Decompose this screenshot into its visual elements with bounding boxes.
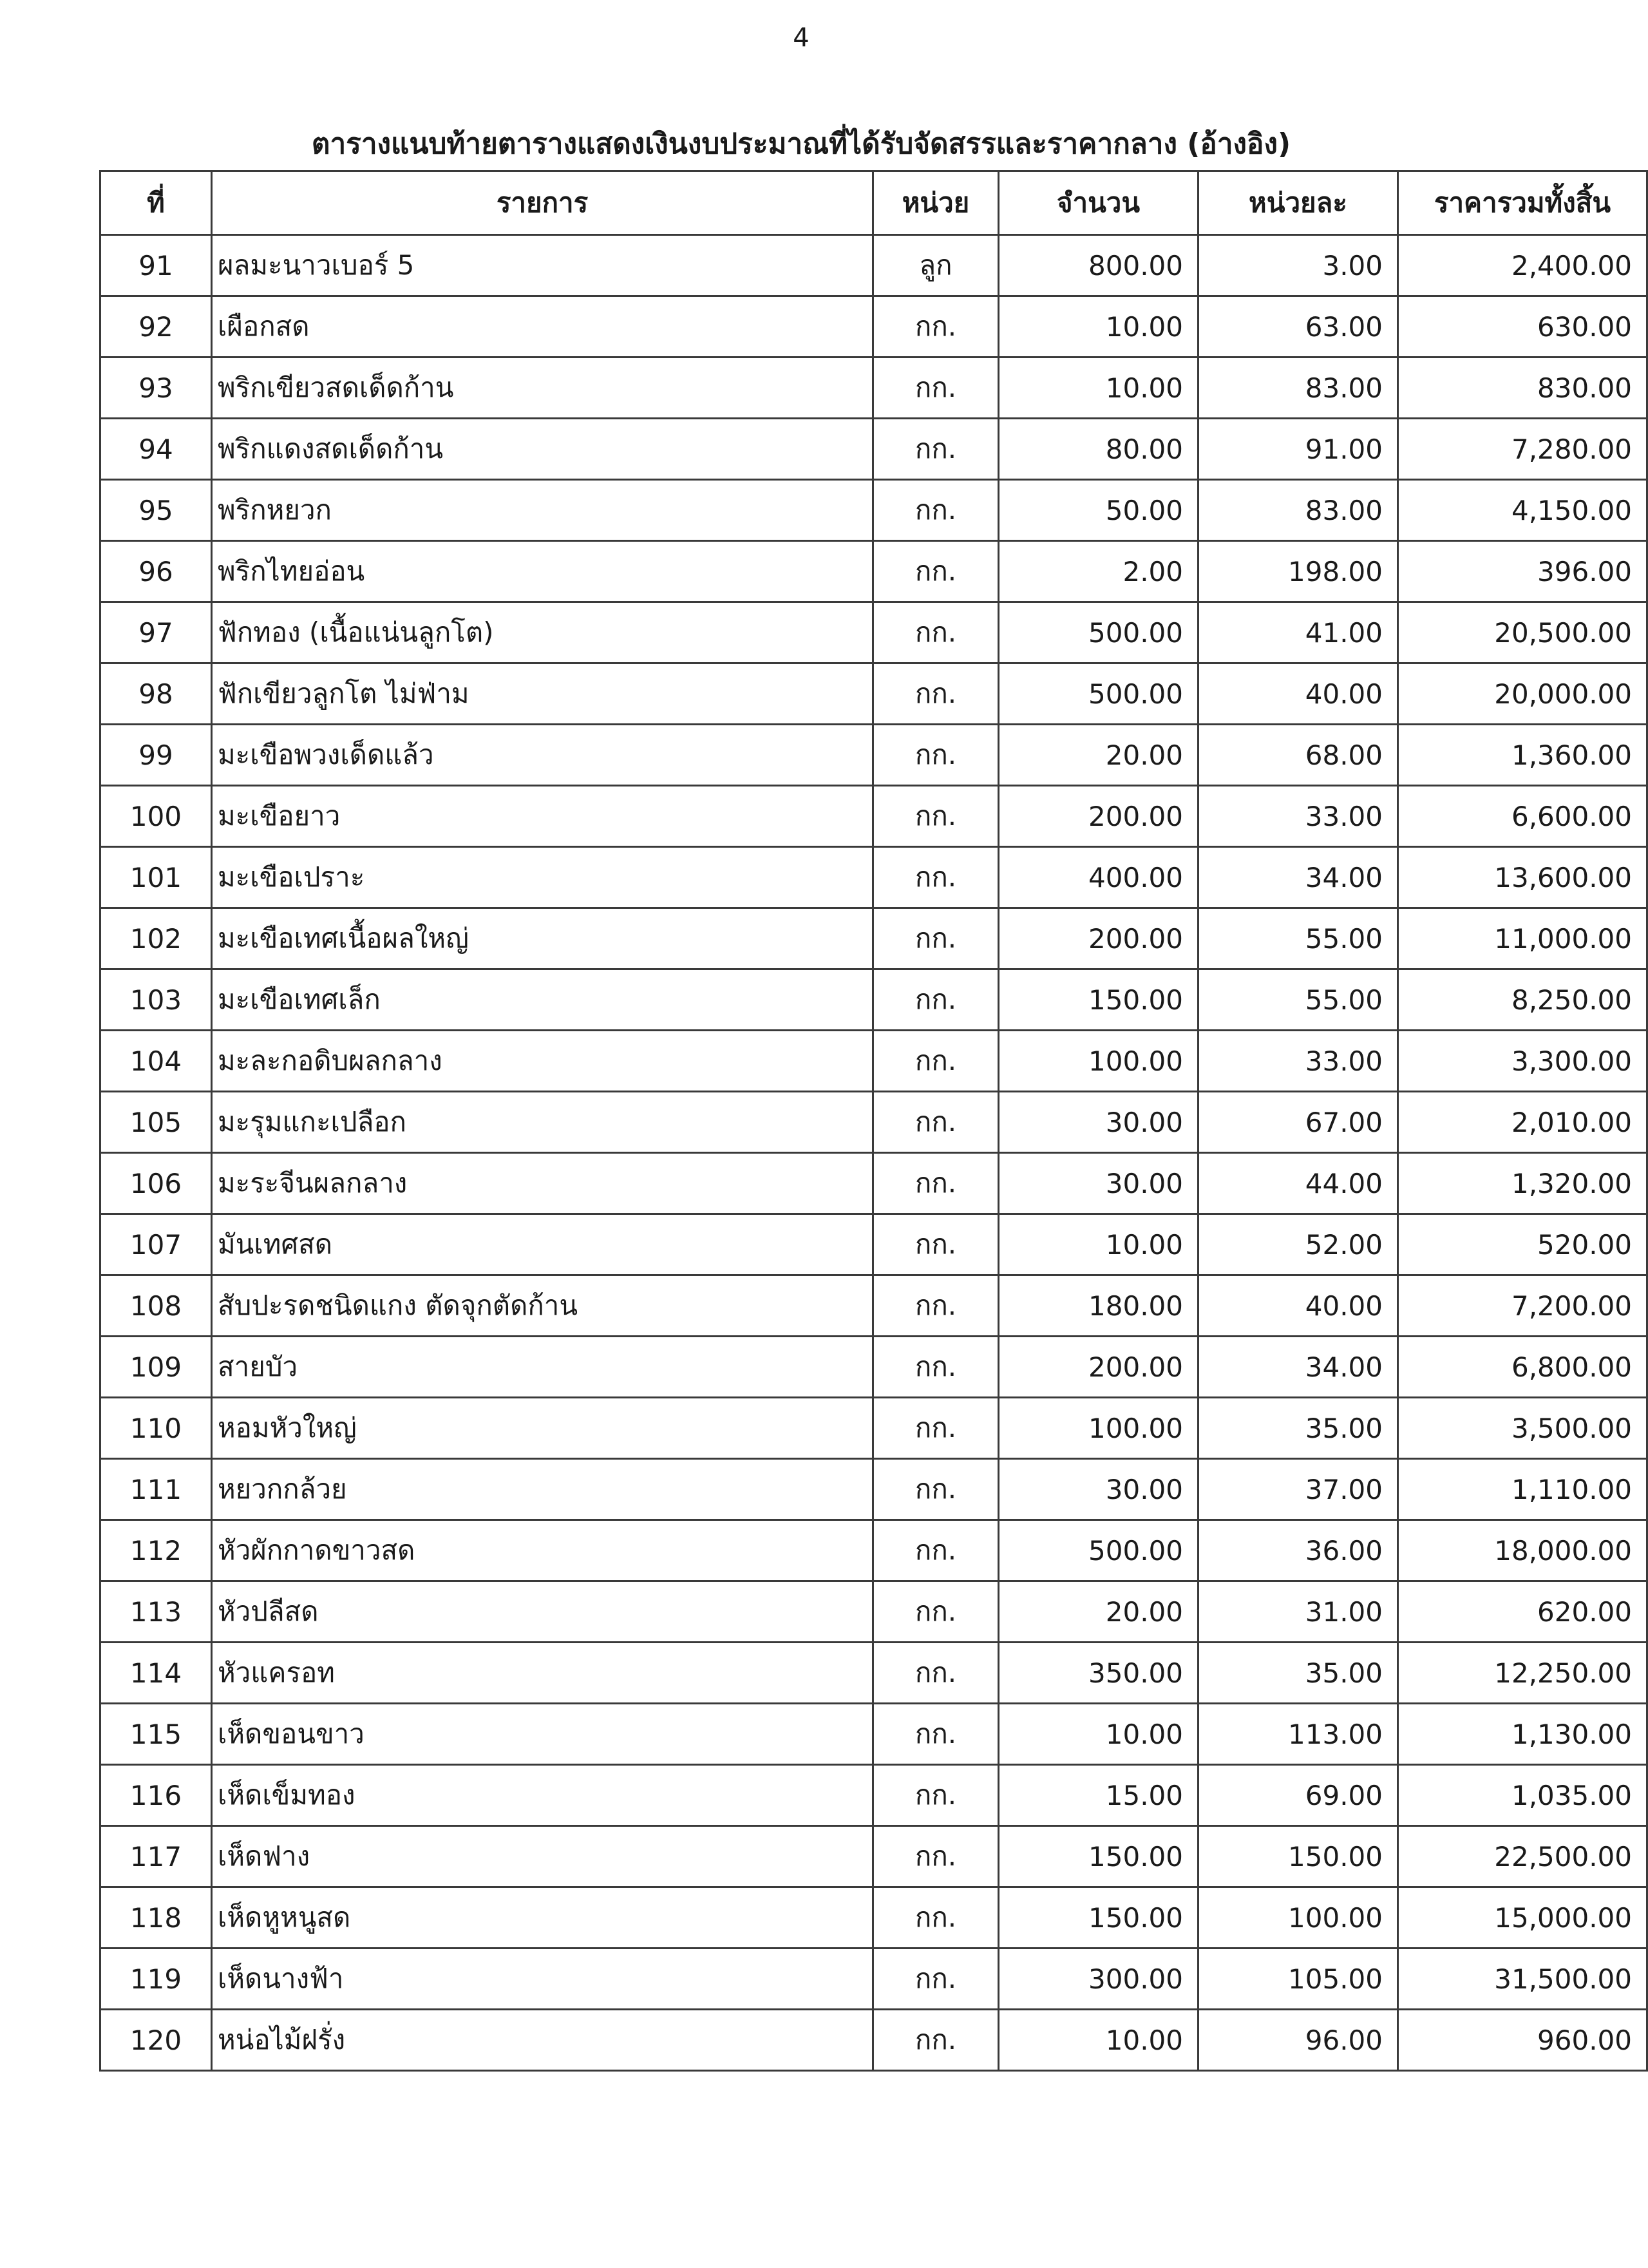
cell-item: มะรุมแกะเปลือก [212,1092,873,1153]
cell-item: มันเทศสด [212,1214,873,1275]
cell-total: 1,130.00 [1398,1704,1647,1765]
cell-quantity: 100.00 [999,1031,1198,1092]
cell-unit-price: 36.00 [1198,1520,1398,1581]
table-row [100,2010,1647,2071]
cell-quantity: 2.00 [999,541,1198,602]
cell-unit-price: 41.00 [1198,602,1398,663]
cell-unit: กก. [873,1459,999,1520]
cell-unit-price: 83.00 [1198,480,1398,541]
cell-unit: กก. [873,1520,999,1581]
cell-unit: กก. [873,847,999,908]
cell-unit-price: 40.00 [1198,663,1398,725]
cell-unit-price: 34.00 [1198,1337,1398,1398]
cell-item: สายบัว [212,1337,873,1398]
cell-total: 11,000.00 [1398,908,1647,969]
cell-unit: กก. [873,1643,999,1704]
cell-quantity: 20.00 [999,1581,1198,1643]
cell-item: เห็ดหูหนูสด [212,1887,873,1949]
cell-no: 116 [100,1765,212,1826]
table-row [100,1949,1647,2010]
cell-item: หัวแครอท [212,1643,873,1704]
cell-no: 95 [100,480,212,541]
cell-item: หน่อไม้ฝรั่ง [212,2010,873,2071]
cell-unit: กก. [873,663,999,725]
cell-quantity: 400.00 [999,847,1198,908]
cell-no: 103 [100,969,212,1031]
table-row [100,1643,1647,1704]
table-row [100,1398,1647,1459]
cell-total: 1,360.00 [1398,725,1647,786]
cell-unit-price: 31.00 [1198,1581,1398,1643]
cell-total: 830.00 [1398,357,1647,419]
table-row [100,1459,1647,1520]
table-row [100,480,1647,541]
cell-item: เห็ดขอนขาว [212,1704,873,1765]
table-row [100,1520,1647,1581]
cell-unit: กก. [873,1153,999,1214]
cell-total: 20,000.00 [1398,663,1647,725]
cell-item: มะระจีนผลกลาง [212,1153,873,1214]
table-row [100,786,1647,847]
cell-item: มะเขือยาว [212,786,873,847]
cell-unit: กก. [873,296,999,357]
cell-no: 97 [100,602,212,663]
cell-quantity: 30.00 [999,1153,1198,1214]
cell-total: 22,500.00 [1398,1826,1647,1887]
cell-item: มะละกอดิบผลกลาง [212,1031,873,1092]
cell-unit-price: 105.00 [1198,1949,1398,2010]
cell-total: 20,500.00 [1398,602,1647,663]
cell-unit-price: 37.00 [1198,1459,1398,1520]
cell-total: 630.00 [1398,296,1647,357]
cell-unit-price: 83.00 [1198,357,1398,419]
page-number: 4 [793,23,810,53]
cell-total: 6,800.00 [1398,1337,1647,1398]
cell-item: มะเขือเทศเล็ก [212,969,873,1031]
cell-unit-price: 113.00 [1198,1704,1398,1765]
document-title: ตารางแนบท้ายตารางแสดงเงินงบประมาณที่ได้รับจัดสรรและราคากลาง (อ้างอิง) [311,128,1291,160]
cell-unit: กก. [873,725,999,786]
price-table [99,170,1648,2072]
header-total: ราคารวมทั้งสิ้น [1398,171,1647,235]
cell-unit: ลูก [873,235,999,296]
cell-total: 15,000.00 [1398,1887,1647,1949]
table-row [100,847,1647,908]
cell-item: เห็ดเข็มทอง [212,1765,873,1826]
cell-quantity: 800.00 [999,235,1198,296]
cell-no: 119 [100,1949,212,2010]
cell-no: 101 [100,847,212,908]
cell-unit-price: 35.00 [1198,1398,1398,1459]
cell-quantity: 350.00 [999,1643,1198,1704]
table-body [100,235,1647,2071]
cell-unit-price: 69.00 [1198,1765,1398,1826]
cell-unit: กก. [873,1337,999,1398]
cell-item: เห็ดนางฟ้า [212,1949,873,2010]
cell-quantity: 15.00 [999,1765,1198,1826]
cell-no: 105 [100,1092,212,1153]
cell-unit-price: 198.00 [1198,541,1398,602]
cell-quantity: 150.00 [999,969,1198,1031]
cell-unit-price: 52.00 [1198,1214,1398,1275]
cell-unit: กก. [873,1031,999,1092]
table-row [100,1153,1647,1214]
table-header [100,171,1647,235]
cell-unit: กก. [873,1949,999,2010]
cell-total: 6,600.00 [1398,786,1647,847]
cell-item: พริกเขียวสดเด็ดก้าน [212,357,873,419]
cell-total: 3,300.00 [1398,1031,1647,1092]
cell-quantity: 20.00 [999,725,1198,786]
cell-unit: กก. [873,1581,999,1643]
cell-unit-price: 63.00 [1198,296,1398,357]
cell-unit-price: 55.00 [1198,908,1398,969]
cell-no: 114 [100,1643,212,1704]
cell-unit-price: 3.00 [1198,235,1398,296]
table-row [100,969,1647,1031]
cell-unit: กก. [873,1275,999,1337]
header-unit-price: หน่วยละ [1198,171,1398,235]
cell-total: 18,000.00 [1398,1520,1647,1581]
cell-total: 2,400.00 [1398,235,1647,296]
cell-item: ฟักเขียวลูกโต ไม่ฟ่าม [212,663,873,725]
cell-no: 93 [100,357,212,419]
cell-total: 1,320.00 [1398,1153,1647,1214]
cell-item: หัวปลีสด [212,1581,873,1643]
header-item: รายการ [212,171,873,235]
cell-unit: กก. [873,908,999,969]
cell-total: 620.00 [1398,1581,1647,1643]
cell-no: 99 [100,725,212,786]
table-row [100,1581,1647,1643]
header-quantity: จำนวน [999,171,1198,235]
cell-quantity: 80.00 [999,419,1198,480]
table-row [100,296,1647,357]
cell-unit-price: 100.00 [1198,1887,1398,1949]
cell-item: เผือกสด [212,296,873,357]
cell-unit: กก. [873,541,999,602]
cell-no: 120 [100,2010,212,2071]
table-row [100,1337,1647,1398]
cell-quantity: 50.00 [999,480,1198,541]
cell-unit: กก. [873,1092,999,1153]
cell-item: มะเขือพวงเด็ดแล้ว [212,725,873,786]
cell-no: 108 [100,1275,212,1337]
header-row [100,171,1647,235]
cell-quantity: 10.00 [999,1214,1198,1275]
header-no: ที่ [100,171,212,235]
cell-total: 396.00 [1398,541,1647,602]
cell-unit: กก. [873,1398,999,1459]
table-row [100,235,1647,296]
cell-quantity: 30.00 [999,1459,1198,1520]
table-row [100,602,1647,663]
cell-item: พริกหยวก [212,480,873,541]
cell-no: 118 [100,1887,212,1949]
cell-quantity: 150.00 [999,1887,1198,1949]
cell-unit-price: 34.00 [1198,847,1398,908]
cell-unit-price: 35.00 [1198,1643,1398,1704]
cell-total: 7,280.00 [1398,419,1647,480]
table-row [100,725,1647,786]
cell-total: 13,600.00 [1398,847,1647,908]
cell-unit-price: 96.00 [1198,2010,1398,2071]
cell-no: 104 [100,1031,212,1092]
cell-quantity: 10.00 [999,1704,1198,1765]
cell-item: พริกแดงสดเด็ดก้าน [212,419,873,480]
cell-unit-price: 44.00 [1198,1153,1398,1214]
cell-unit: กก. [873,357,999,419]
cell-unit: กก. [873,2010,999,2071]
cell-quantity: 300.00 [999,1949,1198,2010]
cell-unit: กก. [873,602,999,663]
cell-quantity: 500.00 [999,602,1198,663]
cell-quantity: 150.00 [999,1826,1198,1887]
cell-item: หอมหัวใหญ่ [212,1398,873,1459]
cell-quantity: 500.00 [999,1520,1198,1581]
cell-no: 91 [100,235,212,296]
cell-quantity: 200.00 [999,1337,1198,1398]
cell-quantity: 30.00 [999,1092,1198,1153]
cell-unit: กก. [873,419,999,480]
table-row [100,1704,1647,1765]
cell-total: 4,150.00 [1398,480,1647,541]
cell-total: 12,250.00 [1398,1643,1647,1704]
table-row [100,1826,1647,1887]
cell-no: 110 [100,1398,212,1459]
table-row [100,419,1647,480]
table-row [100,357,1647,419]
table-row [100,1031,1647,1092]
cell-unit: กก. [873,1704,999,1765]
cell-total: 31,500.00 [1398,1949,1647,2010]
cell-unit-price: 33.00 [1198,1031,1398,1092]
cell-total: 8,250.00 [1398,969,1647,1031]
cell-quantity: 200.00 [999,908,1198,969]
cell-no: 117 [100,1826,212,1887]
cell-item: สับปะรดชนิดแกง ตัดจุกตัดก้าน [212,1275,873,1337]
cell-total: 1,035.00 [1398,1765,1647,1826]
table-row [100,541,1647,602]
cell-total: 960.00 [1398,2010,1647,2071]
cell-no: 98 [100,663,212,725]
header-unit: หน่วย [873,171,999,235]
cell-no: 102 [100,908,212,969]
cell-unit: กก. [873,969,999,1031]
table-row [100,1275,1647,1337]
cell-quantity: 100.00 [999,1398,1198,1459]
cell-item: ผลมะนาวเบอร์ 5 [212,235,873,296]
cell-total: 2,010.00 [1398,1092,1647,1153]
cell-quantity: 200.00 [999,786,1198,847]
table-row [100,1887,1647,1949]
cell-unit-price: 40.00 [1198,1275,1398,1337]
cell-total: 3,500.00 [1398,1398,1647,1459]
cell-no: 92 [100,296,212,357]
table-row [100,1765,1647,1826]
cell-no: 115 [100,1704,212,1765]
cell-quantity: 500.00 [999,663,1198,725]
cell-no: 112 [100,1520,212,1581]
cell-no: 109 [100,1337,212,1398]
cell-total: 520.00 [1398,1214,1647,1275]
cell-no: 94 [100,419,212,480]
cell-unit-price: 33.00 [1198,786,1398,847]
table-row [100,908,1647,969]
cell-unit: กก. [873,1887,999,1949]
cell-item: ฟักทอง (เนื้อแน่นลูกโต) [212,602,873,663]
cell-item: หัวผักกาดขาวสด [212,1520,873,1581]
cell-unit: กก. [873,480,999,541]
cell-item: มะเขือเทศเนื้อผลใหญ่ [212,908,873,969]
cell-item: เห็ดฟาง [212,1826,873,1887]
table-row [100,1214,1647,1275]
cell-no: 107 [100,1214,212,1275]
cell-item: หยวกกล้วย [212,1459,873,1520]
cell-no: 113 [100,1581,212,1643]
cell-unit-price: 91.00 [1198,419,1398,480]
cell-unit: กก. [873,1765,999,1826]
cell-no: 100 [100,786,212,847]
cell-quantity: 10.00 [999,296,1198,357]
cell-total: 7,200.00 [1398,1275,1647,1337]
cell-item: พริกไทยอ่อน [212,541,873,602]
cell-unit: กก. [873,1826,999,1887]
cell-no: 96 [100,541,212,602]
cell-quantity: 10.00 [999,2010,1198,2071]
cell-quantity: 10.00 [999,357,1198,419]
cell-unit-price: 68.00 [1198,725,1398,786]
table-row [100,663,1647,725]
cell-item: มะเขือเปราะ [212,847,873,908]
cell-no: 111 [100,1459,212,1520]
cell-unit-price: 67.00 [1198,1092,1398,1153]
cell-unit-price: 150.00 [1198,1826,1398,1887]
cell-unit: กก. [873,1214,999,1275]
cell-unit-price: 55.00 [1198,969,1398,1031]
cell-unit: กก. [873,786,999,847]
cell-no: 106 [100,1153,212,1214]
cell-total: 1,110.00 [1398,1459,1647,1520]
table-row [100,1092,1647,1153]
cell-quantity: 180.00 [999,1275,1198,1337]
